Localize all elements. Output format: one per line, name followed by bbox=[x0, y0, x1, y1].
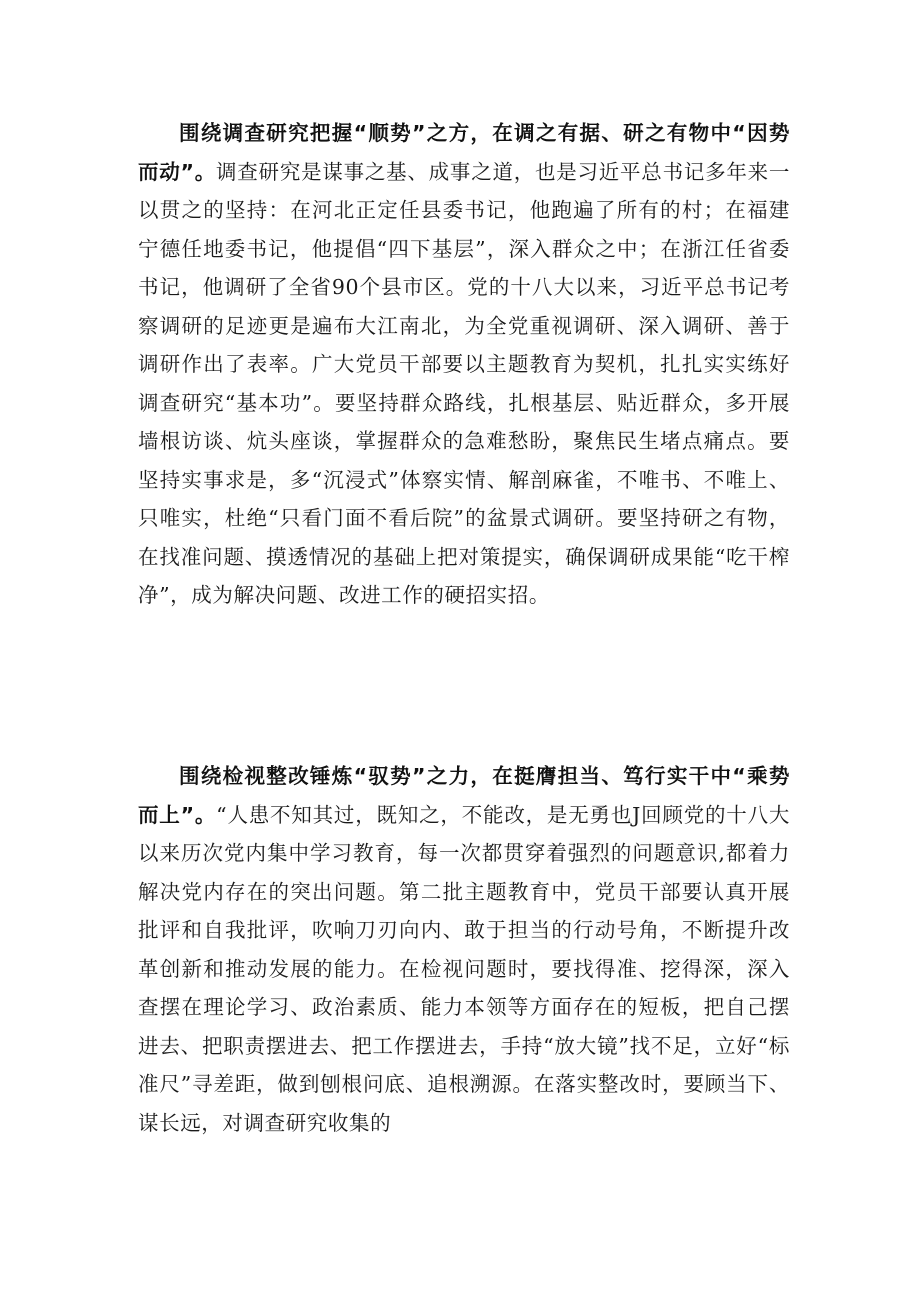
paragraph-heading: 围绕检视整改锤炼“驭势”之力，在挺膺担当、笃行实干中“乘势而上”。 bbox=[138, 764, 790, 827]
paragraph-heading: 围绕调查研究把握“顺势”之方，在调之有据、研之有物中“因势而动”。 bbox=[138, 121, 790, 184]
paragraph-body: 调查研究是谋事之基、成事之道，也是习近平总书记多年来一以贯之的坚持：在河北正定任县委书记，他跑遍了所有的村；在福建宁德任地委书记，他提倡“四下基层”，深入群众之中；在浙江任省委书记，他调研了全省90个县市区。党的十八大以来，习近平总书记考察调研的足迹更是遍布大江南北，为全党重视调研、深入调研、善于调研作出了表率。广大党员干部要以主题教育为契机，扎扎实实练好调查研究“基本功”。要坚持群众路线，扎根基层、贴近群众，多开展墙根访谈、炕头座谈，掌握群众的急难愁盼，聚焦民生堵点痛点。要坚持实事求是，多“沉浸式”体察实情、解剖麻雀，不唯书、不唯上、只唯实，杜绝“只看门面不看后院”的盆景式调研。要坚持研之有物，在找准问题、摸透情况的基础上把对策提实，确保调研成果能“吃干榨净”，成为解决问题、改进工作的硬招实招。 bbox=[138, 159, 790, 607]
paragraph-research bbox=[138, 114, 790, 615]
paragraph-rectification bbox=[138, 757, 790, 1142]
paragraph-body: “人患不知其过，既知之，不能改，是无勇也J回顾党的十八大以来历次党内集中学习教育，每一次都贯穿着强烈的问题意识,都着力解决党内存在的突出问题。第二批主题教育中，党员干部要认真开展批评和自我批评，吹响刀刃向内、敢于担当的行动号角，不断提升改革创新和推动发展的能力。在检视问题时，要找得准、挖得深，深入查摆在理论学习、政治素质、能力本领等方面存在的短板，把自己摆进去、把职责摆进去、把工作摆进去，手持“放大镜”找不足，立好“标准尺”寻差距，做到刨根问底、追根溯源。在落实整改时，要顾当下、谋长远，对调查研究收集的 bbox=[138, 802, 791, 1135]
